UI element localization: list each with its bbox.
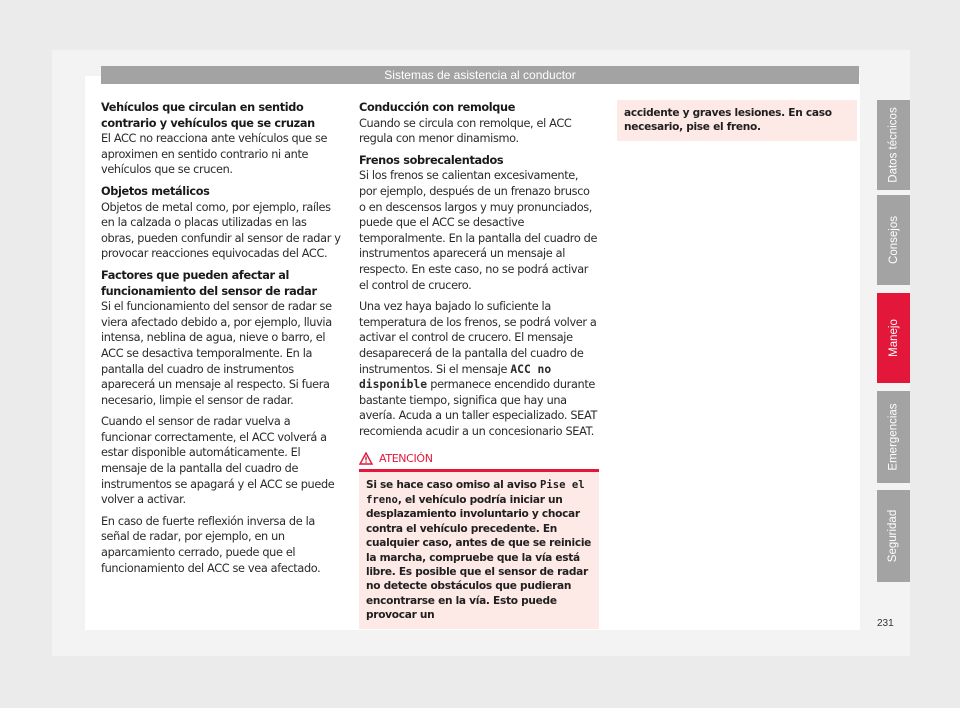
- paragraph: El ACC no reacciona ante vehículos que se aproximen en sentido contrario ni ante vehículos que se crucen.: [101, 132, 328, 177]
- paragraph: Si el funcionamiento del sensor de radar se viera afectado debido a, por ejemplo, lluvia intensa, neblina de agua, nieve o barro, el ACC se desactiva temporalmente. En la pantalla del cuadro de instrumentos aparecerá un mensaje al respecto. Si fuera necesario, limpie el sensor de radar.: [101, 300, 332, 407]
- heading-trailer: Conducción con remolque: [359, 101, 516, 114]
- heading-metal-objects: Objetos metálicos: [101, 184, 210, 198]
- page-number: 231: [877, 618, 894, 629]
- paragraph: Si los frenos se calientan excesivamente, por ejemplo, después de un frenazo brusco o en descensos largos y muy pronunciados, puede que el ACC se desactive temporalmente. En la pantalla del cuadro de instrumentos aparecerá un mensaje al respecto. En este caso, no se podrá activar el control de crucero.: [359, 169, 598, 292]
- tab-label: Consejos: [887, 216, 900, 264]
- text: Una vez haya bajado lo suficiente la temperatura de los frenos, se podrá volver a activar el control de crucero. El mensaje desaparecerá de la pantalla del cuadro de instrumentos. Si el mensaje: [359, 300, 597, 376]
- tab-label: Datos técnicos: [887, 107, 900, 183]
- heading-radar-factors: Factores que pueden afectar al funcionamiento del sensor de radar: [101, 268, 317, 298]
- paragraph: Cuando el sensor de radar vuelva a funcionar correctamente, el ACC volverá a estar disponible automáticamente. El mensaje de la pantalla del cuadro de instrumentos se apagará y el ACC se puede volver a activar.: [101, 415, 335, 507]
- column-3: [617, 100, 857, 141]
- column-1: [101, 100, 341, 582]
- tab-label: Emergencias: [887, 403, 900, 471]
- warning-box: [359, 449, 599, 628]
- warning-header: [359, 449, 599, 472]
- tab-datos-tecnicos[interactable]: [877, 100, 910, 190]
- display-message-code: ACC no disponible: [359, 362, 552, 392]
- tab-consejos[interactable]: [877, 195, 910, 285]
- paragraph: Objetos de metal como, por ejemplo, raíles en la calzada o placas utilizadas en las obras, pueden confundir al sensor de radar y provocar reacciones equivocadas del ACC.: [101, 200, 341, 261]
- paragraph: En caso de fuerte reflexión inversa de la señal de radar, por ejemplo, en un aparcamiento cerrado, puede que el funcionamiento del ACC se vea afectado.: [101, 514, 321, 575]
- heading-oncoming-vehicles: Vehículos que circulan en sentido contrario y vehículos que se cruzan: [101, 101, 315, 130]
- text: Si se hace caso omiso al aviso: [366, 479, 537, 492]
- warning-text: accidente y graves lesiones. En caso necesario, pise el freno.: [624, 107, 832, 134]
- heading-overheated-brakes: Frenos sobrecalentados: [359, 153, 504, 167]
- text: , el vehículo podría iniciar un desplazamiento involuntario y chocar contra el vehículo precedente. En cualquier caso, antes de que se reinicie la marcha, compruebe que la vía está libre. Es posible que el sensor de radar no detecte obstáculos que pudieran encontrarse en la vía. Esto puede provocar un: [366, 493, 592, 622]
- warning-box-continued: [617, 100, 857, 141]
- page-header: Sistemas de asistencia al conductor: [101, 66, 859, 84]
- tab-manejo[interactable]: [877, 293, 910, 383]
- warning-title: ATENCIÓN: [379, 452, 433, 466]
- text: permanece encendido durante bastante tiempo, significa que hay una avería. Acuda a un taller especializado. SEAT recomienda acudir a un concesionario SEAT.: [359, 378, 598, 438]
- tab-seguridad[interactable]: [877, 490, 910, 582]
- paragraph: [359, 299, 599, 439]
- tab-emergencias[interactable]: [877, 391, 910, 483]
- tab-label: Seguridad: [887, 509, 900, 563]
- warning-triangle-icon: [359, 452, 373, 465]
- tab-label: Manejo: [887, 319, 900, 357]
- paragraph: Cuando se circula con remolque, el ACC regula con menor dinamismo.: [359, 116, 572, 146]
- warning-text: [359, 472, 599, 628]
- display-message-code: Pise el freno: [366, 479, 585, 506]
- column-2: [359, 100, 599, 629]
